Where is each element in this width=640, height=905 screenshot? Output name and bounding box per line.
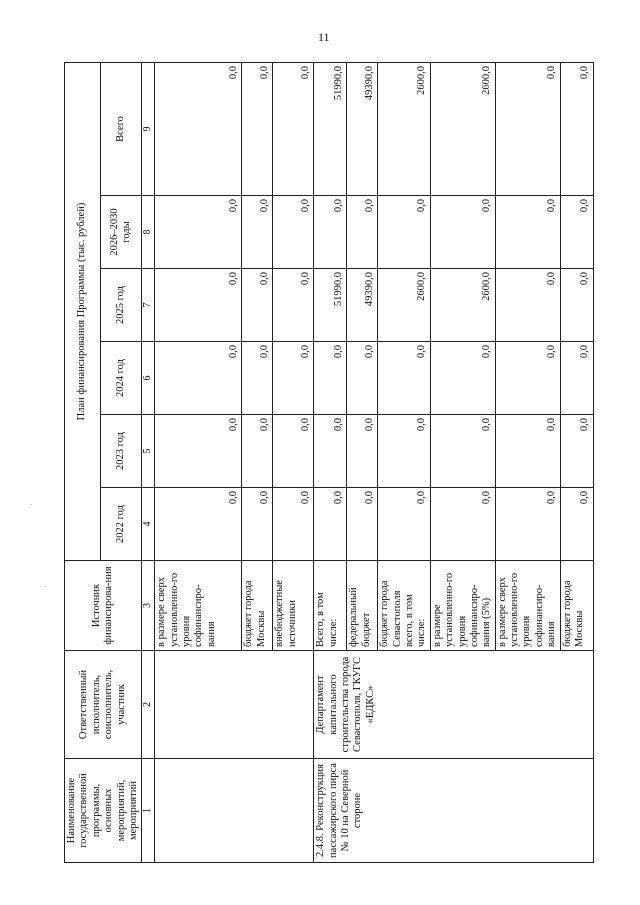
- value-cell: 0,0: [155, 62, 242, 195]
- column-number: 3: [142, 561, 155, 651]
- value-cell: 0,0: [314, 196, 347, 269]
- value-cell: 2600,0: [378, 269, 431, 342]
- header-source: Источник финансирова-ния: [65, 561, 142, 651]
- column-number-row: [142, 62, 155, 862]
- value-cell: 51990,0: [314, 269, 347, 342]
- value-cell: 0,0: [430, 342, 495, 415]
- scan-artifact: .: [30, 498, 32, 507]
- value-cell: 0,0: [242, 342, 273, 415]
- column-number: 9: [142, 62, 155, 195]
- header-executor: Ответственный исполнитель, соисполнитель, участник: [65, 651, 142, 759]
- source-cell: в размере сверх установленно-го уровня софинансиро-вания: [155, 561, 242, 651]
- value-cell: 0,0: [155, 196, 242, 269]
- name-cell-empty: [155, 759, 314, 863]
- source-cell: бюджет города Москвы: [242, 561, 273, 651]
- value-cell: 0,0: [378, 488, 431, 561]
- value-cell: 0,0: [560, 62, 593, 195]
- value-cell: 0,0: [242, 415, 273, 488]
- source-cell: в размере сверх установленно-го уровня софинансиро-вания: [495, 561, 560, 651]
- value-cell: 0,0: [495, 488, 560, 561]
- financing-table: [64, 62, 594, 863]
- value-cell: 0,0: [430, 196, 495, 269]
- header-year-2025: 2025 год: [100, 269, 141, 342]
- value-cell: 0,0: [242, 269, 273, 342]
- value-cell: 0,0: [273, 269, 314, 342]
- value-cell: 2600,0: [378, 62, 431, 195]
- value-cell: 0,0: [347, 342, 378, 415]
- value-cell: 0,0: [378, 415, 431, 488]
- header-year-2026-2030: 2026–2030 годы: [100, 196, 141, 269]
- source-cell: бюджет города Москвы: [560, 561, 593, 651]
- header-plan: План финансирования Программы (тыс. рублей): [65, 62, 101, 560]
- value-cell: 0,0: [560, 269, 593, 342]
- value-cell: 0,0: [495, 342, 560, 415]
- value-cell: 0,0: [560, 342, 593, 415]
- value-cell: 0,0: [430, 488, 495, 561]
- table-row: [155, 62, 242, 862]
- page-number: 11: [318, 30, 330, 44]
- value-cell: 2600,0: [430, 269, 495, 342]
- column-number: 6: [142, 342, 155, 415]
- source-cell: в размере установленно-го уровня софинансиро-вания (5%): [430, 561, 495, 651]
- value-cell: 0,0: [495, 196, 560, 269]
- value-cell: 0,0: [378, 196, 431, 269]
- value-cell: 0,0: [347, 196, 378, 269]
- value-cell: 0,0: [560, 415, 593, 488]
- value-cell: 0,0: [430, 415, 495, 488]
- value-cell: 0,0: [378, 342, 431, 415]
- value-cell: 0,0: [242, 62, 273, 195]
- measure-executor: Департамент капитального строительства города Севастополя, ГКУГС «ЕДКС»: [314, 651, 593, 759]
- value-cell: 0,0: [155, 488, 242, 561]
- value-cell: 0,0: [273, 488, 314, 561]
- header-year-2022: 2022 год: [100, 488, 141, 561]
- executor-cell-empty: [155, 651, 314, 759]
- value-cell: 0,0: [242, 196, 273, 269]
- value-cell: 0,0: [560, 196, 593, 269]
- value-cell: 0,0: [314, 415, 347, 488]
- scan-artifact: .: [44, 580, 46, 589]
- value-cell: 49390,0: [347, 62, 378, 195]
- value-cell: 0,0: [495, 269, 560, 342]
- value-cell: 2600,0: [430, 62, 495, 195]
- column-number: 2: [142, 651, 155, 759]
- value-cell: 0,0: [495, 415, 560, 488]
- value-cell: 0,0: [242, 488, 273, 561]
- source-cell: Всего, в том числе:: [314, 561, 347, 651]
- value-cell: 0,0: [347, 415, 378, 488]
- value-cell: 0,0: [314, 342, 347, 415]
- value-cell: 0,0: [155, 269, 242, 342]
- column-number: 5: [142, 415, 155, 488]
- column-number: 8: [142, 196, 155, 269]
- value-cell: 0,0: [347, 488, 378, 561]
- column-number: 4: [142, 488, 155, 561]
- value-cell: 0,0: [273, 342, 314, 415]
- value-cell: 0,0: [273, 415, 314, 488]
- header-year-2023: 2023 год: [100, 415, 141, 488]
- value-cell: 51990,0: [314, 62, 347, 195]
- header-year-2024: 2024 год: [100, 342, 141, 415]
- value-cell: 0,0: [155, 342, 242, 415]
- value-cell: 0,0: [495, 62, 560, 195]
- source-cell: бюджет города Севастополя всего, в том числе:: [378, 561, 431, 651]
- source-cell: федеральный бюджет: [347, 561, 378, 651]
- source-cell: внебюджетные источники: [273, 561, 314, 651]
- column-number: 1: [142, 759, 155, 863]
- column-number: 7: [142, 269, 155, 342]
- value-cell: 0,0: [273, 196, 314, 269]
- value-cell: 0,0: [314, 488, 347, 561]
- measure-name: 2.4.8. Реконструкция пассажирского пирса № 10 на Северной стороне: [314, 759, 593, 863]
- header-name: Наименование государственной программы, основных мероприятий, мероприятий: [65, 759, 142, 863]
- table-row: [314, 62, 347, 862]
- value-cell: 0,0: [273, 62, 314, 195]
- rotated-table-container: [64, 63, 591, 863]
- header-total: Всего: [100, 62, 141, 195]
- value-cell: 49390,0: [347, 269, 378, 342]
- value-cell: 0,0: [155, 415, 242, 488]
- value-cell: 0,0: [560, 488, 593, 561]
